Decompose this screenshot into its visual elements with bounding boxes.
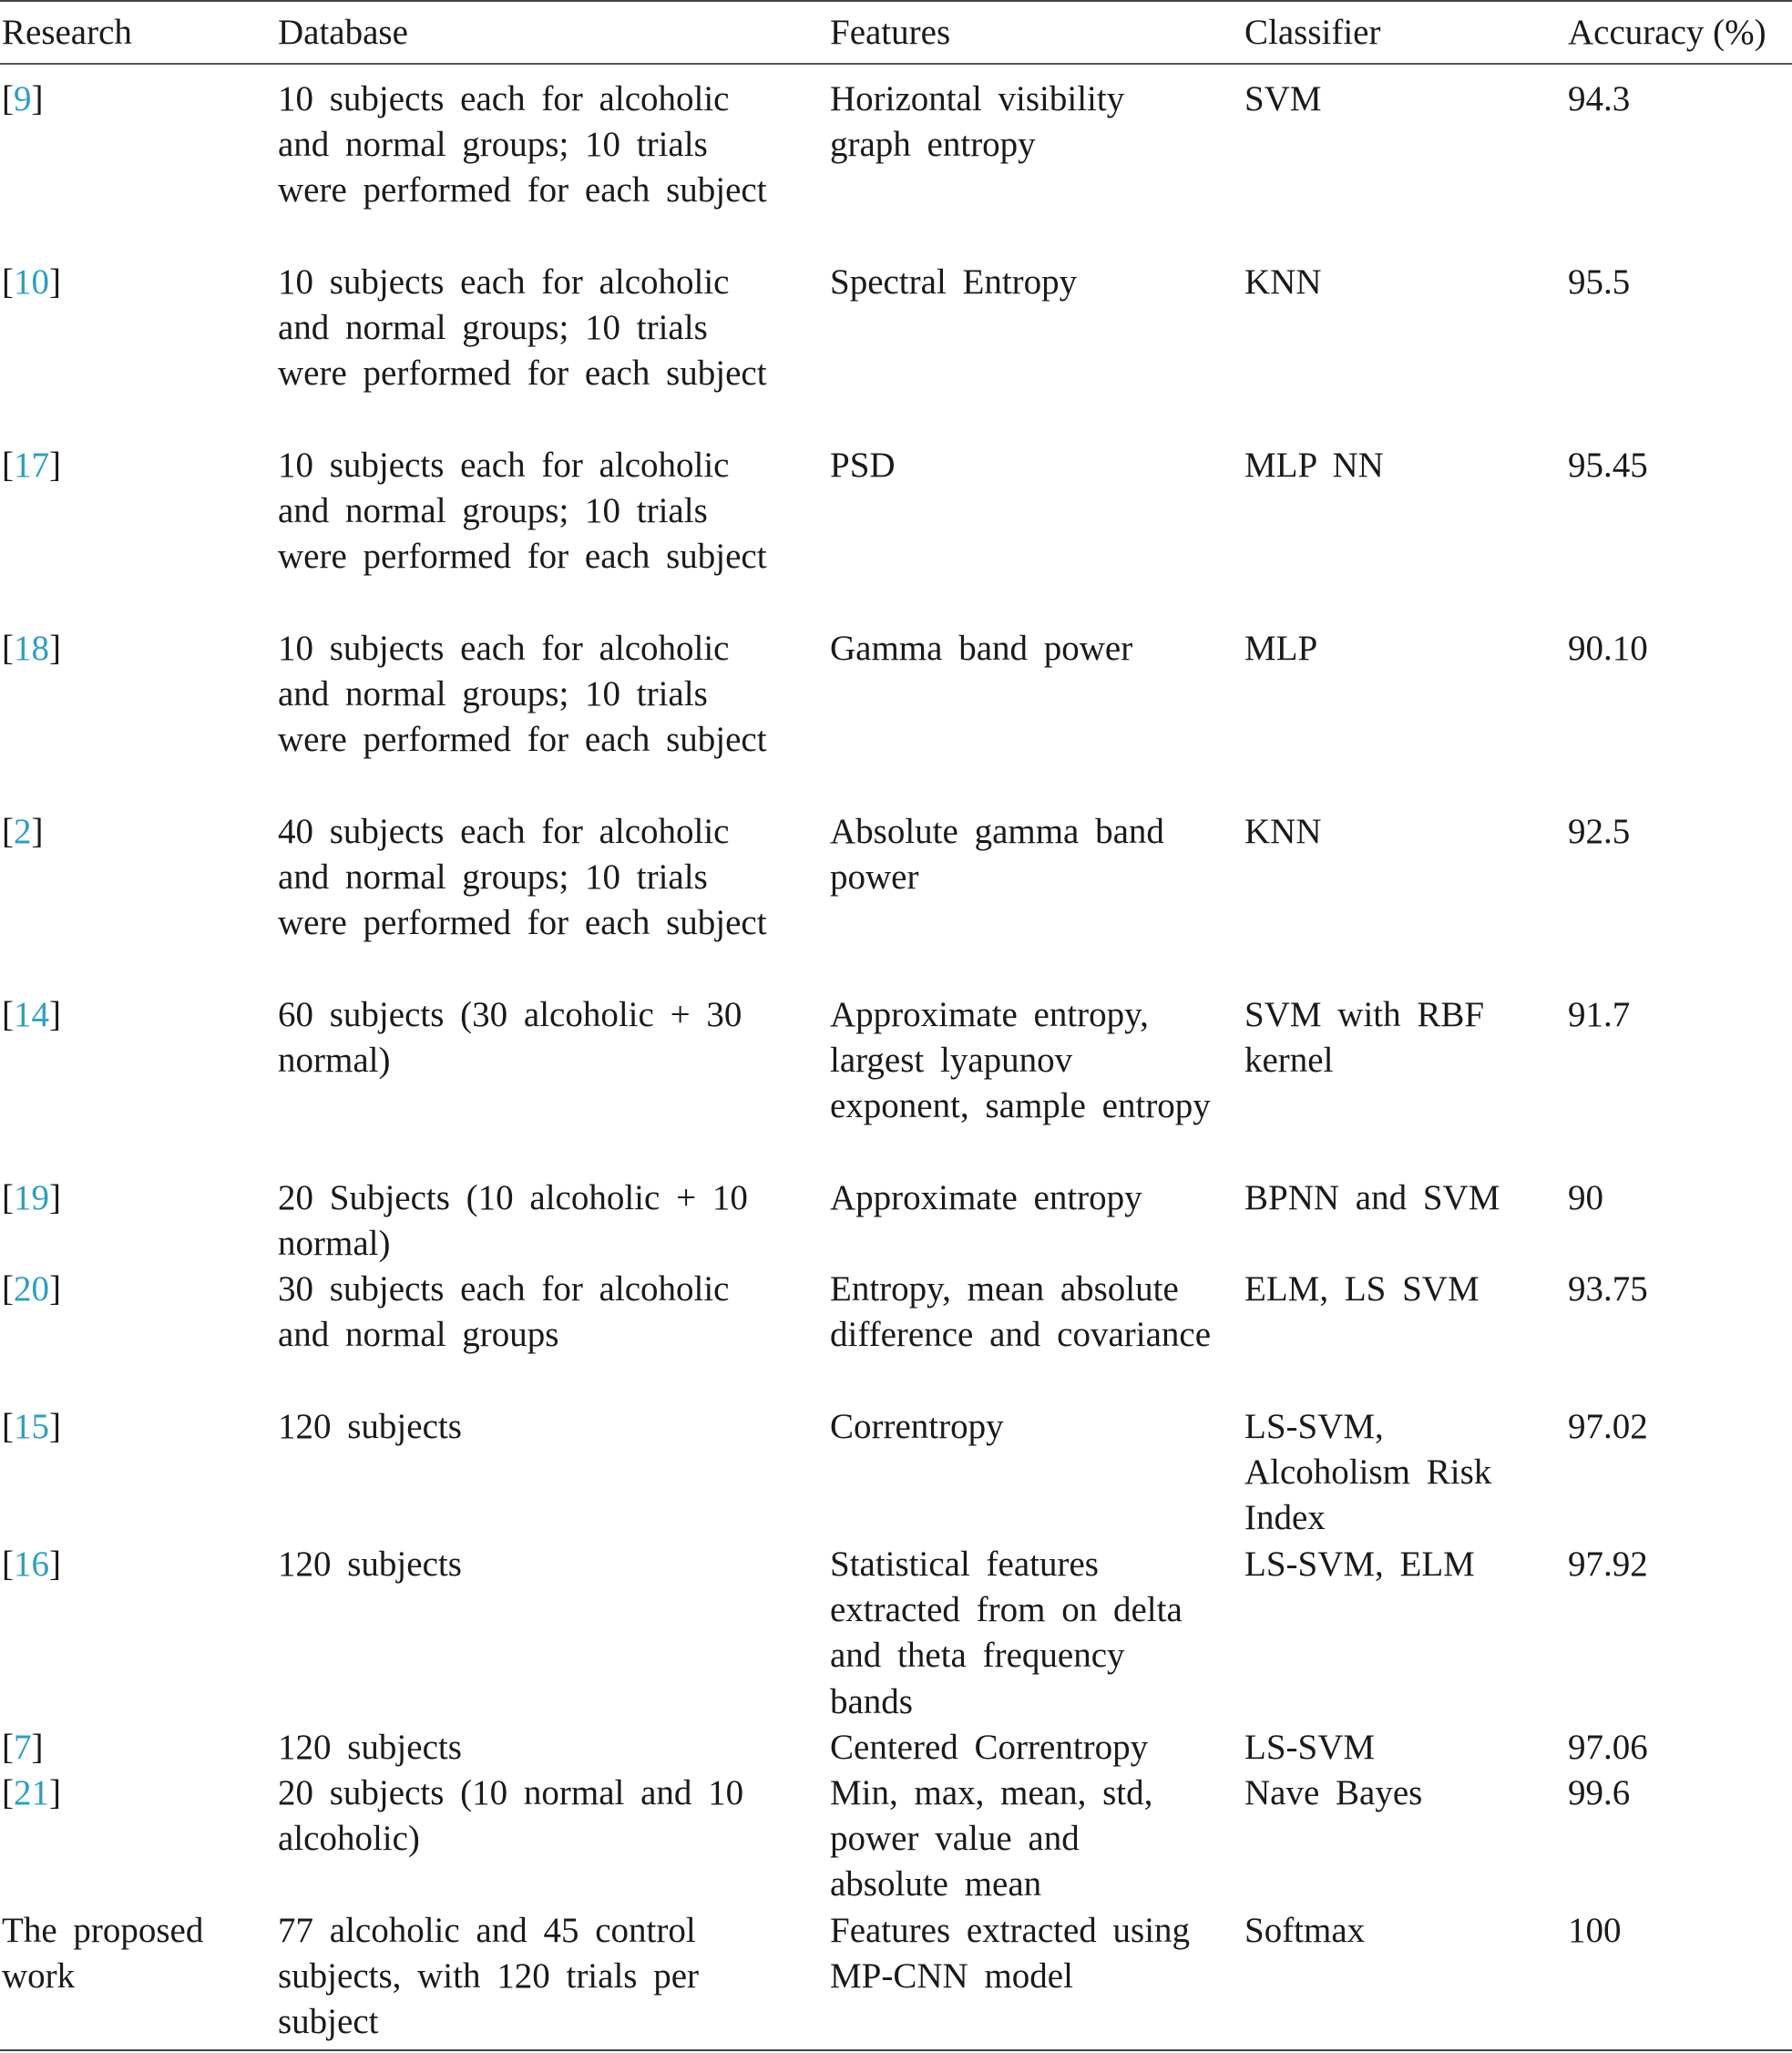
database-cell: 10 subjects each for alcoholic and normal groups; 10 trials were performed for each subject — [278, 79, 767, 210]
features-cell: Horizontal visibility graph entropy — [830, 79, 1125, 165]
table-row — [0, 1404, 1792, 1542]
classifier-cell: LS-SVM — [1244, 1728, 1376, 1767]
accuracy-cell: 97.02 — [1568, 1407, 1648, 1446]
features-cell: Approximate entropy, largest lyapunov exponent, sample entropy — [830, 995, 1211, 1126]
features-cell: Approximate entropy — [830, 1178, 1142, 1217]
reference-link[interactable]: 20 — [14, 1269, 49, 1309]
research-cell: [10] — [2, 262, 61, 302]
classifier-cell: SVM — [1244, 79, 1322, 118]
database-cell: 120 subjects — [278, 1545, 462, 1584]
database-cell: 10 subjects each for alcoholic and normal groups; 10 trials were performed for each subject — [278, 629, 767, 760]
accuracy-cell: 95.45 — [1568, 446, 1648, 485]
features-cell: Gamma band power — [830, 629, 1133, 668]
table-row — [0, 443, 1792, 626]
table-row — [0, 1771, 1792, 1908]
features-cell: PSD — [830, 446, 896, 485]
research-cell: [16] — [2, 1545, 61, 1584]
header-classifier: Classifier — [1244, 13, 1381, 52]
reference-link[interactable]: 17 — [14, 446, 49, 485]
classifier-cell: Softmax — [1244, 1911, 1366, 1950]
accuracy-cell: 93.75 — [1568, 1269, 1648, 1309]
reference-link[interactable]: 18 — [14, 629, 49, 668]
table-top-rule — [0, 0, 1792, 2]
classifier-cell: KNN — [1244, 262, 1322, 302]
classifier-cell: MLP — [1244, 629, 1318, 668]
table-row — [0, 626, 1792, 809]
features-cell: Features extracted using MP-CNN model — [830, 1911, 1191, 1997]
table-row — [0, 809, 1792, 992]
accuracy-cell: 97.92 — [1568, 1545, 1648, 1584]
classifier-cell: LS-SVM, Alcoholism Risk Index — [1244, 1407, 1492, 1538]
accuracy-cell: 92.5 — [1568, 812, 1631, 851]
table-header — [0, 5, 1792, 60]
reference-link[interactable]: 9 — [14, 79, 32, 118]
research-cell: The proposed work — [2, 1911, 204, 1997]
database-cell: 60 subjects (30 alcoholic + 30 normal) — [278, 995, 742, 1081]
features-cell: Statistical features extracted from on delta and theta frequency bands — [830, 1545, 1183, 1721]
reference-link[interactable]: 21 — [14, 1773, 49, 1812]
reference-link[interactable]: 16 — [14, 1545, 49, 1584]
classifier-cell: ELM, LS SVM — [1244, 1269, 1480, 1309]
accuracy-cell: 91.7 — [1568, 995, 1631, 1034]
database-cell: 20 subjects (10 normal and 10 alcoholic) — [278, 1773, 744, 1859]
accuracy-cell: 99.6 — [1568, 1773, 1631, 1812]
features-cell: Spectral Entropy — [830, 262, 1078, 302]
classifier-cell: LS-SVM, ELM — [1244, 1545, 1475, 1584]
table-row — [0, 260, 1792, 443]
research-cell: [14] — [2, 995, 61, 1034]
table-row — [0, 1725, 1792, 1771]
header-research: Research — [2, 13, 132, 52]
research-cell: [9] — [2, 79, 44, 118]
features-cell: Correntropy — [830, 1407, 1004, 1446]
database-cell: 120 subjects — [278, 1728, 462, 1767]
classifier-cell: KNN — [1244, 812, 1322, 851]
accuracy-cell: 94.3 — [1568, 79, 1631, 118]
classifier-cell: MLP NN — [1244, 446, 1384, 485]
research-cell: [21] — [2, 1773, 61, 1812]
table-row — [0, 1542, 1792, 1725]
reference-link[interactable]: 14 — [14, 995, 49, 1034]
table-row — [0, 992, 1792, 1175]
features-cell: Entropy, mean absolute difference and covariance — [830, 1269, 1212, 1355]
reference-link[interactable]: 19 — [14, 1178, 49, 1217]
table-row — [0, 1908, 1792, 2046]
database-cell: 40 subjects each for alcoholic and normal groups; 10 trials were performed for each subject — [278, 812, 767, 943]
reference-link[interactable]: 2 — [14, 812, 32, 851]
accuracy-cell: 90.10 — [1568, 629, 1648, 668]
research-cell: [17] — [2, 446, 61, 485]
research-cell: [18] — [2, 629, 61, 668]
reference-link[interactable]: 15 — [14, 1407, 49, 1446]
research-cell: [2] — [2, 812, 44, 851]
database-cell: 20 Subjects (10 alcoholic + 10 normal) — [278, 1178, 748, 1264]
accuracy-cell: 95.5 — [1568, 262, 1631, 302]
classifier-cell: BPNN and SVM — [1244, 1178, 1500, 1217]
table-row — [0, 1175, 1792, 1267]
research-cell: [19] — [2, 1178, 61, 1217]
features-cell: Min, max, mean, std, power value and absolute mean — [830, 1773, 1153, 1904]
database-cell: 30 subjects each for alcoholic and normal groups — [278, 1269, 730, 1355]
header-database: Database — [278, 13, 408, 52]
database-cell: 120 subjects — [278, 1407, 462, 1446]
header-features: Features — [830, 13, 951, 52]
research-cell: [20] — [2, 1269, 61, 1309]
reference-link[interactable]: 10 — [14, 262, 49, 302]
classifier-cell: SVM with RBF kernel — [1244, 995, 1485, 1081]
research-cell: [7] — [2, 1728, 44, 1767]
classifier-cell: Nave Bayes — [1244, 1773, 1423, 1812]
database-cell: 10 subjects each for alcoholic and normal groups; 10 trials were performed for each subject — [278, 262, 767, 394]
database-cell: 10 subjects each for alcoholic and normal groups; 10 trials were performed for each subject — [278, 446, 767, 577]
database-cell: 77 alcoholic and 45 control subjects, with 120 trials per subject — [278, 1911, 700, 2042]
accuracy-cell: 97.06 — [1568, 1728, 1648, 1767]
table-bottom-rule — [0, 2049, 1792, 2051]
reference-link[interactable]: 7 — [14, 1728, 32, 1767]
header-accuracy: Accuracy (%) — [1568, 13, 1766, 52]
features-cell: Absolute gamma band power — [830, 812, 1164, 898]
features-cell: Centered Correntropy — [830, 1728, 1149, 1767]
accuracy-cell: 90 — [1568, 1178, 1603, 1217]
table-header-rule — [0, 63, 1792, 65]
research-cell: [15] — [2, 1407, 61, 1446]
accuracy-cell: 100 — [1568, 1911, 1622, 1950]
table-row — [0, 77, 1792, 260]
table-row — [0, 1267, 1792, 1404]
table-body — [0, 77, 1792, 2046]
